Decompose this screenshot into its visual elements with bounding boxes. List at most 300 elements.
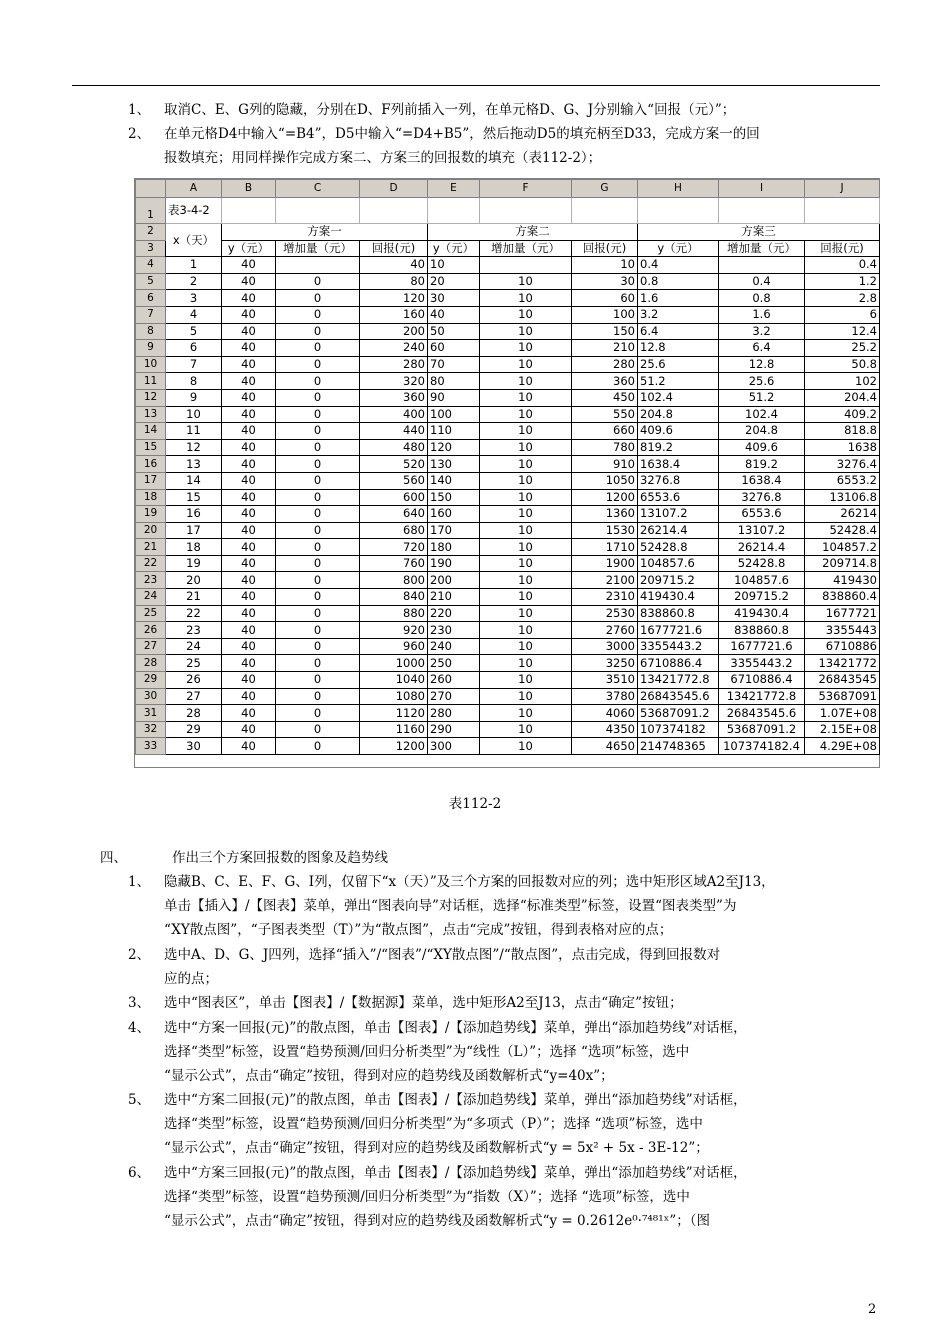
cell[interactable]: 53687091.2 xyxy=(719,721,805,738)
cell[interactable]: 2.15E+08 xyxy=(805,721,880,738)
cell[interactable]: 12 xyxy=(166,439,222,456)
cell[interactable]: 0 xyxy=(276,688,360,705)
cell[interactable]: 150 xyxy=(428,489,480,506)
cell[interactable]: 160 xyxy=(360,306,428,323)
cell[interactable] xyxy=(276,257,360,274)
plan3-header[interactable]: 方案三 xyxy=(638,224,880,241)
sub-header[interactable]: 增加量（元） xyxy=(480,240,572,257)
cell[interactable]: 840 xyxy=(360,589,428,606)
cell[interactable]: 0 xyxy=(276,323,360,340)
row-header[interactable]: 24 xyxy=(136,589,166,606)
cell[interactable]: 280 xyxy=(360,356,428,373)
cell[interactable]: 1677721 xyxy=(805,605,880,622)
cell[interactable] xyxy=(719,257,805,274)
cell[interactable]: 19 xyxy=(166,555,222,572)
cell[interactable]: 40 xyxy=(222,439,276,456)
cell[interactable] xyxy=(805,198,880,224)
cell[interactable]: 15 xyxy=(166,489,222,506)
cell[interactable]: 409.6 xyxy=(719,439,805,456)
cell[interactable]: 10 xyxy=(480,406,572,423)
cell[interactable]: 110 xyxy=(428,423,480,440)
cell[interactable]: 0 xyxy=(276,638,360,655)
cell[interactable]: 102.4 xyxy=(719,406,805,423)
plan1-header[interactable]: 方案一 xyxy=(222,224,428,241)
cell[interactable]: 11 xyxy=(166,423,222,440)
cell[interactable]: 30 xyxy=(428,290,480,307)
sub-header[interactable]: y（元） xyxy=(638,240,719,257)
cell[interactable]: 3276.8 xyxy=(719,489,805,506)
sub-header[interactable]: 回报(元) xyxy=(572,240,638,257)
cell[interactable] xyxy=(360,198,428,224)
cell[interactable] xyxy=(222,198,276,224)
cell[interactable]: 3276.4 xyxy=(805,456,880,473)
cell[interactable]: 40 xyxy=(222,389,276,406)
row-header[interactable]: 8 xyxy=(136,323,166,340)
cell[interactable]: 102.4 xyxy=(638,389,719,406)
cell[interactable]: 40 xyxy=(222,257,276,274)
row-header[interactable]: 7 xyxy=(136,306,166,323)
cell[interactable]: 800 xyxy=(360,572,428,589)
cell[interactable]: 260 xyxy=(428,672,480,689)
cell[interactable]: 0 xyxy=(276,672,360,689)
cell[interactable]: 40 xyxy=(222,506,276,523)
cell[interactable]: 838860.8 xyxy=(719,622,805,639)
cell[interactable]: 40 xyxy=(222,705,276,722)
cell[interactable]: 150 xyxy=(572,323,638,340)
cell[interactable]: 26843545.6 xyxy=(719,705,805,722)
cell[interactable]: 0 xyxy=(276,555,360,572)
row-header[interactable]: 1 xyxy=(136,198,166,224)
row-header[interactable]: 14 xyxy=(136,423,166,440)
cell[interactable]: 6553.6 xyxy=(638,489,719,506)
cell[interactable]: 560 xyxy=(360,472,428,489)
cell[interactable]: 1200 xyxy=(360,738,428,755)
cell[interactable]: 1900 xyxy=(572,555,638,572)
cell[interactable]: 13106.8 xyxy=(805,489,880,506)
cell[interactable]: 107374182 xyxy=(638,721,719,738)
cell[interactable]: 3355443 xyxy=(805,622,880,639)
row-header[interactable]: 29 xyxy=(136,672,166,689)
cell[interactable]: 40 xyxy=(222,356,276,373)
cell[interactable]: 26214 xyxy=(805,506,880,523)
cell[interactable]: 1677721.6 xyxy=(638,622,719,639)
cell[interactable] xyxy=(572,198,638,224)
cell[interactable]: 10 xyxy=(480,423,572,440)
cell[interactable]: 0 xyxy=(276,539,360,556)
cell[interactable]: 14 xyxy=(166,472,222,489)
cell[interactable]: 0 xyxy=(276,721,360,738)
cell[interactable]: 50 xyxy=(428,323,480,340)
cell[interactable]: 10 xyxy=(480,638,572,655)
cell[interactable]: 3.2 xyxy=(638,306,719,323)
cell[interactable]: 52428.8 xyxy=(638,539,719,556)
row-header[interactable]: 32 xyxy=(136,721,166,738)
cell[interactable]: 26843545.6 xyxy=(638,688,719,705)
cell[interactable]: 20 xyxy=(428,273,480,290)
row-header[interactable]: 9 xyxy=(136,340,166,357)
title-cell[interactable]: 表3-4-2 xyxy=(166,198,222,224)
cell[interactable]: 10 xyxy=(480,555,572,572)
cell[interactable]: 0 xyxy=(276,306,360,323)
cell[interactable]: 2.8 xyxy=(805,290,880,307)
cell[interactable]: 280 xyxy=(428,705,480,722)
cell[interactable]: 40 xyxy=(222,290,276,307)
cell[interactable]: 25.6 xyxy=(719,373,805,390)
cell[interactable]: 10 xyxy=(480,522,572,539)
cell[interactable]: 12.8 xyxy=(719,356,805,373)
cell[interactable]: 6710886.4 xyxy=(719,672,805,689)
col-header-h[interactable]: H xyxy=(638,180,719,198)
cell[interactable]: 4060 xyxy=(572,705,638,722)
corner-cell[interactable] xyxy=(136,180,166,198)
cell[interactable]: 780 xyxy=(572,439,638,456)
cell[interactable]: 3 xyxy=(166,290,222,307)
cell[interactable]: 6553.2 xyxy=(805,472,880,489)
cell[interactable]: 10 xyxy=(480,340,572,357)
row-header[interactable]: 20 xyxy=(136,522,166,539)
cell[interactable]: 3780 xyxy=(572,688,638,705)
cell[interactable]: 52428.4 xyxy=(805,522,880,539)
cell[interactable]: 419430.4 xyxy=(719,605,805,622)
cell[interactable]: 0.8 xyxy=(719,290,805,307)
cell[interactable]: 1.07E+08 xyxy=(805,705,880,722)
cell[interactable]: 53687091.2 xyxy=(638,705,719,722)
cell[interactable]: 9 xyxy=(166,389,222,406)
cell[interactable]: 40 xyxy=(222,340,276,357)
cell[interactable]: 27 xyxy=(166,688,222,705)
row-header[interactable]: 18 xyxy=(136,489,166,506)
cell[interactable]: 0 xyxy=(276,655,360,672)
cell[interactable]: 21 xyxy=(166,589,222,606)
cell[interactable]: 29 xyxy=(166,721,222,738)
cell[interactable]: 209714.8 xyxy=(805,555,880,572)
cell[interactable]: 819.2 xyxy=(638,439,719,456)
cell[interactable]: 230 xyxy=(428,622,480,639)
cell[interactable]: 16 xyxy=(166,506,222,523)
cell[interactable]: 1000 xyxy=(360,655,428,672)
row-header[interactable]: 2 xyxy=(136,224,166,241)
row-header[interactable]: 19 xyxy=(136,506,166,523)
cell[interactable]: 10 xyxy=(480,622,572,639)
cell[interactable]: 102 xyxy=(805,373,880,390)
cell[interactable]: 13 xyxy=(166,456,222,473)
cell[interactable]: 880 xyxy=(360,605,428,622)
cell[interactable]: 220 xyxy=(428,605,480,622)
row-header[interactable]: 11 xyxy=(136,373,166,390)
cell[interactable]: 5 xyxy=(166,323,222,340)
row-header[interactable]: 15 xyxy=(136,439,166,456)
cell[interactable]: 6 xyxy=(166,340,222,357)
cell[interactable]: 40 xyxy=(222,638,276,655)
cell[interactable]: 1200 xyxy=(572,489,638,506)
cell[interactable]: 40 xyxy=(222,622,276,639)
cell[interactable]: 40 xyxy=(222,672,276,689)
cell[interactable]: 160 xyxy=(428,506,480,523)
cell[interactable]: 70 xyxy=(428,356,480,373)
cell[interactable]: 13107.2 xyxy=(638,506,719,523)
cell[interactable]: 40 xyxy=(222,721,276,738)
cell[interactable]: 26214.4 xyxy=(719,539,805,556)
cell[interactable]: 4 xyxy=(166,306,222,323)
cell[interactable]: 3.2 xyxy=(719,323,805,340)
cell[interactable]: 10 xyxy=(428,257,480,274)
cell[interactable]: 1710 xyxy=(572,539,638,556)
sub-header[interactable]: 回报(元) xyxy=(805,240,880,257)
row-header[interactable]: 3 xyxy=(136,240,166,257)
cell[interactable]: 920 xyxy=(360,622,428,639)
cell[interactable]: 4.29E+08 xyxy=(805,738,880,755)
cell[interactable]: 0 xyxy=(276,605,360,622)
cell[interactable]: 838860.8 xyxy=(638,605,719,622)
plan2-header[interactable]: 方案二 xyxy=(428,224,638,241)
cell[interactable]: 40 xyxy=(222,472,276,489)
row-header[interactable]: 31 xyxy=(136,705,166,722)
cell[interactable]: 2100 xyxy=(572,572,638,589)
cell[interactable]: 22 xyxy=(166,605,222,622)
cell[interactable]: 12.4 xyxy=(805,323,880,340)
cell[interactable]: 107374182.4 xyxy=(719,738,805,755)
cell[interactable]: 550 xyxy=(572,406,638,423)
cell[interactable]: 25 xyxy=(166,655,222,672)
cell[interactable]: 204.4 xyxy=(805,389,880,406)
cell[interactable]: 3355443.2 xyxy=(638,638,719,655)
cell[interactable]: 17 xyxy=(166,522,222,539)
cell[interactable]: 240 xyxy=(428,638,480,655)
cell[interactable]: 10 xyxy=(480,738,572,755)
cell[interactable]: 51.2 xyxy=(638,373,719,390)
cell[interactable]: 760 xyxy=(360,555,428,572)
cell[interactable]: 40 xyxy=(222,273,276,290)
cell[interactable]: 0 xyxy=(276,506,360,523)
cell[interactable]: 40 xyxy=(222,423,276,440)
cell[interactable]: 8 xyxy=(166,373,222,390)
cell[interactable]: 1050 xyxy=(572,472,638,489)
cell[interactable]: 10 xyxy=(480,589,572,606)
cell[interactable]: 10 xyxy=(480,323,572,340)
cell[interactable]: 440 xyxy=(360,423,428,440)
cell[interactable]: 1.2 xyxy=(805,273,880,290)
cell[interactable]: 10 xyxy=(480,389,572,406)
cell[interactable]: 6710886.4 xyxy=(638,655,719,672)
col-header-f[interactable]: F xyxy=(480,180,572,198)
cell[interactable]: 20 xyxy=(166,572,222,589)
row-header[interactable]: 27 xyxy=(136,638,166,655)
cell[interactable]: 40 xyxy=(222,688,276,705)
cell[interactable]: 7 xyxy=(166,356,222,373)
cell[interactable]: 40 xyxy=(222,738,276,755)
cell[interactable]: 1638.4 xyxy=(638,456,719,473)
cell[interactable]: 1.6 xyxy=(638,290,719,307)
cell[interactable]: 26214.4 xyxy=(638,522,719,539)
cell[interactable]: 0 xyxy=(276,439,360,456)
cell[interactable]: 24 xyxy=(166,638,222,655)
cell[interactable]: 13421772.8 xyxy=(719,688,805,705)
cell[interactable]: 4350 xyxy=(572,721,638,738)
col-header-j[interactable]: J xyxy=(805,180,880,198)
cell[interactable]: 250 xyxy=(428,655,480,672)
cell[interactable]: 0.8 xyxy=(638,273,719,290)
cell[interactable]: 1.6 xyxy=(719,306,805,323)
cell[interactable]: 0.4 xyxy=(638,257,719,274)
cell[interactable]: 10 xyxy=(480,506,572,523)
cell[interactable]: 600 xyxy=(360,489,428,506)
cell[interactable]: 10 xyxy=(480,456,572,473)
cell[interactable]: 10 xyxy=(480,489,572,506)
cell[interactable]: 960 xyxy=(360,638,428,655)
sub-header[interactable]: 增加量（元） xyxy=(276,240,360,257)
cell[interactable]: 53687091 xyxy=(805,688,880,705)
row-header[interactable]: 6 xyxy=(136,290,166,307)
cell[interactable]: 10 xyxy=(480,721,572,738)
cell[interactable]: 2760 xyxy=(572,622,638,639)
cell[interactable]: 140 xyxy=(428,472,480,489)
row-header[interactable]: 23 xyxy=(136,572,166,589)
cell[interactable]: 90 xyxy=(428,389,480,406)
cell[interactable]: 660 xyxy=(572,423,638,440)
cell[interactable]: 10 xyxy=(480,688,572,705)
cell[interactable]: 819.2 xyxy=(719,456,805,473)
cell[interactable]: 104857.6 xyxy=(719,572,805,589)
cell[interactable]: 2 xyxy=(166,273,222,290)
cell[interactable]: 1638 xyxy=(805,439,880,456)
cell[interactable]: 290 xyxy=(428,721,480,738)
cell[interactable]: 0.4 xyxy=(805,257,880,274)
cell[interactable]: 10 xyxy=(480,605,572,622)
row-header[interactable]: 26 xyxy=(136,622,166,639)
cell[interactable]: 120 xyxy=(360,290,428,307)
cell[interactable]: 10 xyxy=(572,257,638,274)
cell[interactable]: 0 xyxy=(276,589,360,606)
cell[interactable]: 40 xyxy=(222,539,276,556)
cell[interactable]: 80 xyxy=(428,373,480,390)
cell[interactable]: 25.6 xyxy=(638,356,719,373)
cell[interactable]: 1530 xyxy=(572,522,638,539)
cell[interactable]: 0 xyxy=(276,340,360,357)
cell[interactable]: 0 xyxy=(276,572,360,589)
cell[interactable]: 13107.2 xyxy=(719,522,805,539)
cell[interactable]: 1677721.6 xyxy=(719,638,805,655)
col-header-d[interactable]: D xyxy=(360,180,428,198)
cell[interactable]: 51.2 xyxy=(719,389,805,406)
cell[interactable]: 409.6 xyxy=(638,423,719,440)
cell[interactable]: 30 xyxy=(572,273,638,290)
cell[interactable]: 104857.2 xyxy=(805,539,880,556)
cell[interactable]: 0 xyxy=(276,356,360,373)
cell[interactable]: 40 xyxy=(222,655,276,672)
row-header[interactable]: 5 xyxy=(136,273,166,290)
cell[interactable]: 120 xyxy=(428,439,480,456)
cell[interactable]: 6 xyxy=(805,306,880,323)
cell[interactable]: 10 xyxy=(480,705,572,722)
cell[interactable]: 10 xyxy=(480,655,572,672)
cell[interactable]: 910 xyxy=(572,456,638,473)
cell[interactable]: 450 xyxy=(572,389,638,406)
cell[interactable]: 280 xyxy=(572,356,638,373)
col-header-e[interactable]: E xyxy=(428,180,480,198)
cell[interactable]: 13421772 xyxy=(805,655,880,672)
cell[interactable]: 40 xyxy=(222,323,276,340)
cell[interactable]: 409.2 xyxy=(805,406,880,423)
cell[interactable] xyxy=(428,198,480,224)
cell[interactable]: 1040 xyxy=(360,672,428,689)
cell[interactable]: 0 xyxy=(276,290,360,307)
row-header[interactable]: 17 xyxy=(136,472,166,489)
cell[interactable]: 10 xyxy=(480,356,572,373)
sub-header[interactable]: 增加量（元） xyxy=(719,240,805,257)
cell[interactable]: 1360 xyxy=(572,506,638,523)
col-header-g[interactable]: G xyxy=(572,180,638,198)
cell[interactable]: 40 xyxy=(428,306,480,323)
cell[interactable]: 6.4 xyxy=(638,323,719,340)
cell[interactable]: 10 xyxy=(480,273,572,290)
cell[interactable]: 26 xyxy=(166,672,222,689)
cell[interactable] xyxy=(480,198,572,224)
cell[interactable]: 419430 xyxy=(805,572,880,589)
cell[interactable]: 0 xyxy=(276,522,360,539)
cell[interactable]: 3355443.2 xyxy=(719,655,805,672)
cell[interactable]: 52428.8 xyxy=(719,555,805,572)
cell[interactable]: 3250 xyxy=(572,655,638,672)
row-header[interactable]: 10 xyxy=(136,356,166,373)
cell[interactable]: 100 xyxy=(572,306,638,323)
cell[interactable]: 40 xyxy=(222,373,276,390)
cell[interactable]: 100 xyxy=(428,406,480,423)
col-header-i[interactable]: I xyxy=(719,180,805,198)
cell[interactable]: 0 xyxy=(276,389,360,406)
cell[interactable]: 210 xyxy=(428,589,480,606)
sub-header[interactable]: 回报(元) xyxy=(360,240,428,257)
cell[interactable]: 0.4 xyxy=(719,273,805,290)
cell[interactable]: 200 xyxy=(360,323,428,340)
cell[interactable]: 3000 xyxy=(572,638,638,655)
cell[interactable]: 210 xyxy=(572,340,638,357)
cell[interactable]: 190 xyxy=(428,555,480,572)
cell[interactable]: 360 xyxy=(572,373,638,390)
cell[interactable]: 10 xyxy=(480,539,572,556)
cell[interactable]: 818.8 xyxy=(805,423,880,440)
cell[interactable]: 40 xyxy=(222,555,276,572)
cell[interactable]: 2530 xyxy=(572,605,638,622)
sub-header[interactable]: y（元） xyxy=(428,240,480,257)
cell[interactable]: 270 xyxy=(428,688,480,705)
cell[interactable]: 300 xyxy=(428,738,480,755)
cell[interactable]: 12.8 xyxy=(638,340,719,357)
cell[interactable]: 0 xyxy=(276,406,360,423)
cell[interactable]: 10 xyxy=(480,672,572,689)
cell[interactable]: 170 xyxy=(428,522,480,539)
sub-header[interactable]: y（元） xyxy=(222,240,276,257)
cell[interactable]: 1160 xyxy=(360,721,428,738)
cell[interactable]: 10 xyxy=(480,439,572,456)
cell[interactable]: 23 xyxy=(166,622,222,639)
cell[interactable]: 40 xyxy=(222,456,276,473)
cell[interactable]: 0 xyxy=(276,489,360,506)
cell[interactable]: 60 xyxy=(428,340,480,357)
cell[interactable]: 6553.6 xyxy=(719,506,805,523)
cell[interactable]: 18 xyxy=(166,539,222,556)
cell[interactable]: 40 xyxy=(222,306,276,323)
cell[interactable]: 10 xyxy=(480,373,572,390)
cell[interactable]: 10 xyxy=(480,306,572,323)
cell[interactable]: 204.8 xyxy=(719,423,805,440)
x-header-cell[interactable]: x（天） xyxy=(166,224,222,257)
row-header[interactable]: 16 xyxy=(136,456,166,473)
cell[interactable]: 480 xyxy=(360,439,428,456)
cell[interactable]: 40 xyxy=(222,522,276,539)
cell[interactable]: 26843545 xyxy=(805,672,880,689)
cell[interactable]: 0 xyxy=(276,456,360,473)
row-header[interactable]: 22 xyxy=(136,555,166,572)
